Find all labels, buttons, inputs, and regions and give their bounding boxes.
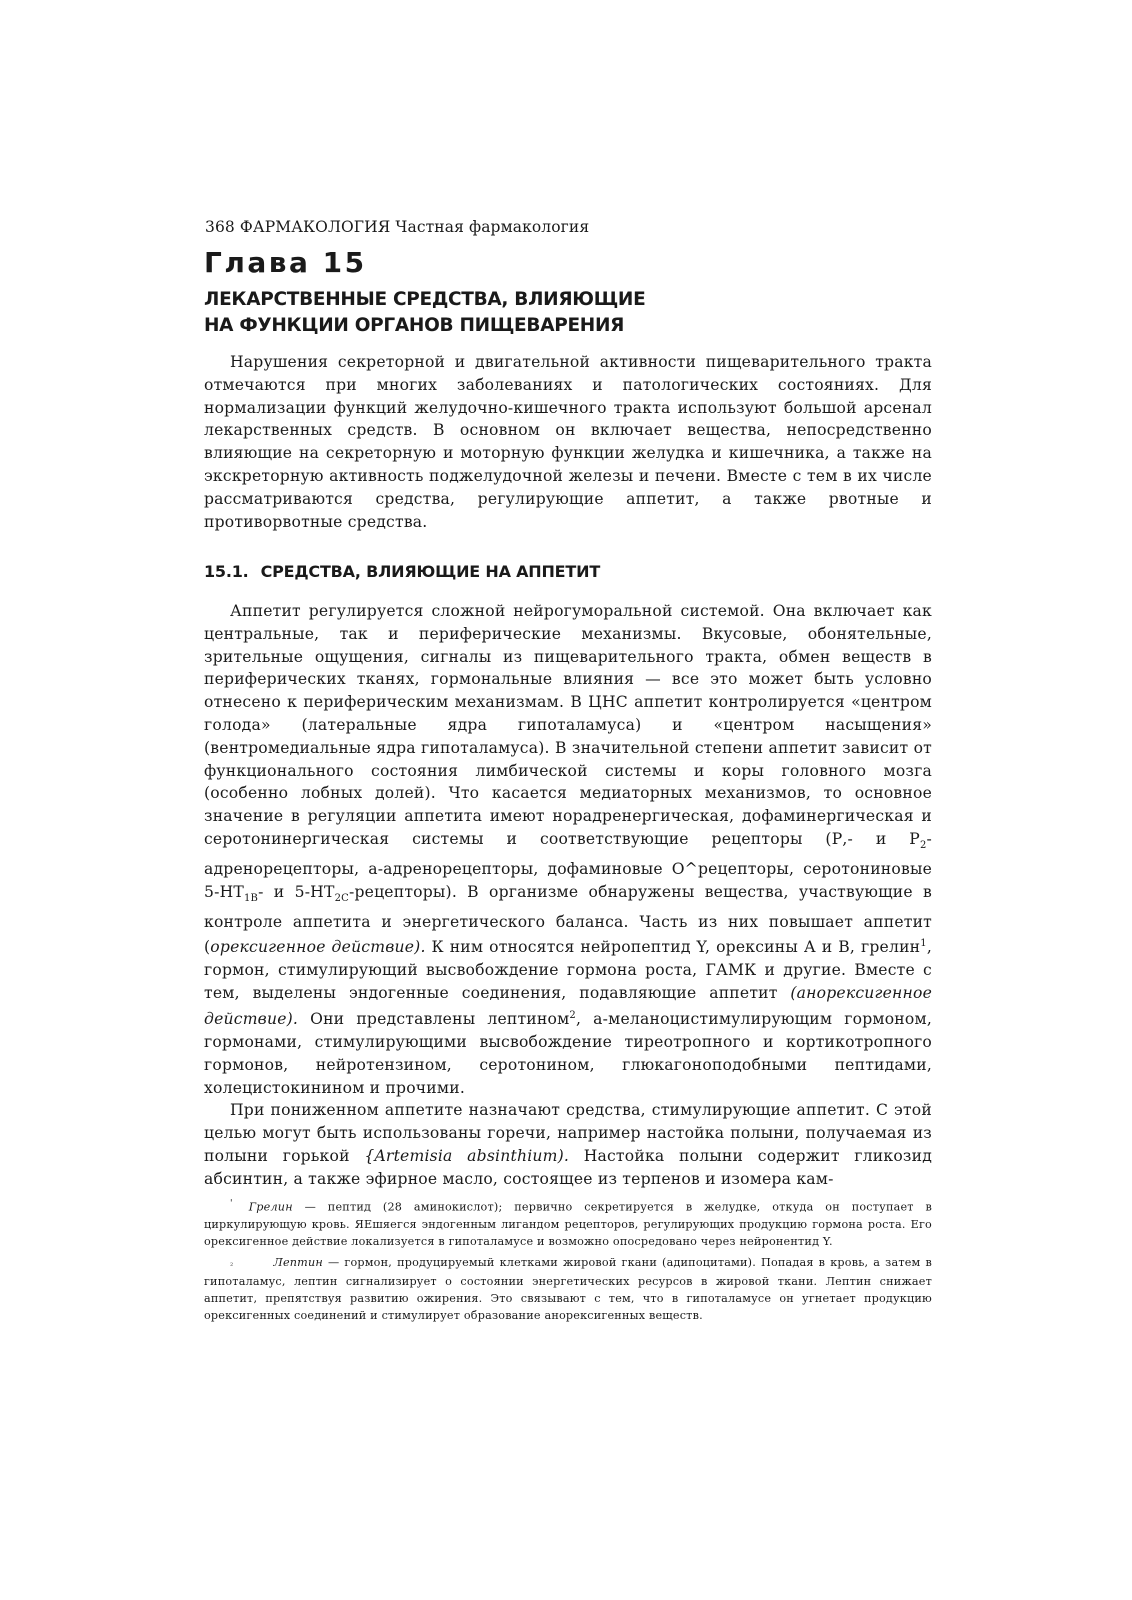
main-text xyxy=(204,600,932,1191)
italic-term: (анорексигенное действие). xyxy=(204,984,932,1029)
text-run: , а-меланоцистимулирующим гормоном, гормонами, стимулирующими высвобождение тиреотропного и кортикотропного гормонов, нейротензином, серотонином, глюкагоноподобными пептидами, холецистокинином и прочими. xyxy=(204,1010,932,1097)
section-number: 15.1. xyxy=(204,562,249,581)
chapter-title-line2: НА ФУНКЦИИ ОРГАНОВ ПИЩЕВАРЕНИЯ xyxy=(204,315,625,336)
text-run: , гормон, стимулирующий высвобождение гормона роста, ГАМК и другие. Вместе с тем, выделены эндогенные соединения, подавляющие аппетит xyxy=(204,938,932,1003)
text-run: -адренорецепторы, а-адренорецепторы, дофаминовые О^рецепторы, серотониновые 5-НТ xyxy=(204,829,932,901)
subscript: 2С xyxy=(334,892,349,904)
text-run: - и 5-НТ xyxy=(258,882,335,901)
section-heading xyxy=(204,562,600,581)
intro-paragraph: Нарушения секреторной и двигательной активности пищеварительного тракта отмечаются при многих заболеваниях и патологических состояниях. Для нормализации функций желудочно-кишечного тракта используют большой арсенал лекарственных средств. В основном он включает вещества, непосредственно влияющие на секреторную и моторную функции желудка и кишечника, а также на экскреторную активность поджелудочной железы и печени. Вместе с тем в их числе рассматриваются средства, регулирующие аппетит, а также рвотные и противорвотные средства. xyxy=(204,353,932,531)
chapter-number: Глава 15 xyxy=(204,246,367,279)
text-run: -рецепторы). В организме обнаружены вещества, участвующие в контроле аппетита и энергетического баланса. Часть из них повышает аппетит ( xyxy=(204,882,932,957)
text-run: Настойка полыни содержит гликозид абсинтин, а также эфирное масло, состоящее из терпенов и изомера кам- xyxy=(204,1146,933,1188)
footnote-mark: ₂ xyxy=(230,1259,234,1269)
running-head: 368 ФАРМАКОЛОГИЯ Частная фармакология xyxy=(205,218,590,236)
italic-latin-name: {Artemisia absinthium). xyxy=(364,1146,570,1165)
subscript: 2 xyxy=(919,840,927,852)
chapter-title xyxy=(204,287,645,339)
subscript: 1В xyxy=(244,892,259,904)
chapter-title-line1: ЛЕКАРСТВЕННЫЕ СРЕДСТВА, ВЛИЯЮЩИЕ xyxy=(204,289,646,310)
text-run: Они представлены лептином xyxy=(298,1010,570,1029)
section-title: СРЕДСТВА, ВЛИЯЮЩИЕ НА АППЕТИТ xyxy=(260,562,601,581)
footnote-ref-2[interactable]: 2 xyxy=(569,1009,576,1021)
paragraph-appetite-stimulants xyxy=(204,1099,932,1190)
italic-term: орексигенное действие). xyxy=(210,938,426,957)
footnote-text: — пептид (28 аминокислот); первично секретируется в желудке, откуда он поступает в циркулирующую кровь. ЯЕшяегся эндогенным лигандом рецепторов, регулирующих продукцию гормона роста. Его орексигенное действие локализуется в гипоталамусе и возможно опосредовано через нейронентид Y. xyxy=(204,1200,932,1249)
text-run: К ним относятся нейропептид Y, орексины А и В, грелин xyxy=(425,938,921,957)
footnote-1 xyxy=(204,1196,932,1250)
intro-block xyxy=(204,351,932,533)
footnotes xyxy=(204,1196,932,1328)
footnote-text: — гормон, продуцируемый клетками жировой гкани (адипоцитами). Попадая в кровь, а затем в гипоталамус, лептин сигнализирует о состоянии энергетических ресурсов в жировой ткани. Лептин снижает аппетит, препятствуя развитию ожирения. Это связывают с тем, что в гипоталамусе он угнетает продукцию орексигенных соединений и стимулирует образование анорексигенных веществ. xyxy=(204,1256,932,1322)
footnote-mark: ' xyxy=(230,1199,233,1209)
footnote-ref-1[interactable]: 1 xyxy=(920,938,927,950)
text-run: Аппетит регулируется сложной нейрогуморальной системой. Она включает как центральные, так и периферические механизмы. Вкусовые, обонятельные, зрительные ощущения, сигналы из пищеварительного тракта, обмен веществ в периферических тканях, гормональные влияния — все это может быть условно отнесено к периферическим механизмам. В ЦНС аппетит контролируется «центром голода» (латеральные ядра гипоталамуса) и «центром насыщения» (вентромедиальные ядра гипоталамуса). В значительной степени аппетит зависит от функционального состояния лимбической системы и коры головного мозга (особенно лобных долей). Что касается медиаторных механизмов, то основное значение в регуляции аппетита имеют норадренергическая, дофаминергическая и серотонинергическая системы и соответствующие рецепторы (Р,- и Р xyxy=(204,602,932,848)
footnote-2 xyxy=(204,1254,932,1324)
text-run: При пониженном аппетите назначают средства, стимулирующие аппетит. С этой целью могут быть использованы горечи, например настойка полыни, получаемая из полыни горькой xyxy=(204,1101,932,1165)
footnote-term: Лептин xyxy=(273,1256,323,1270)
paragraph-appetite-regulation xyxy=(204,600,932,1099)
footnote-term: Грелин xyxy=(248,1200,293,1214)
